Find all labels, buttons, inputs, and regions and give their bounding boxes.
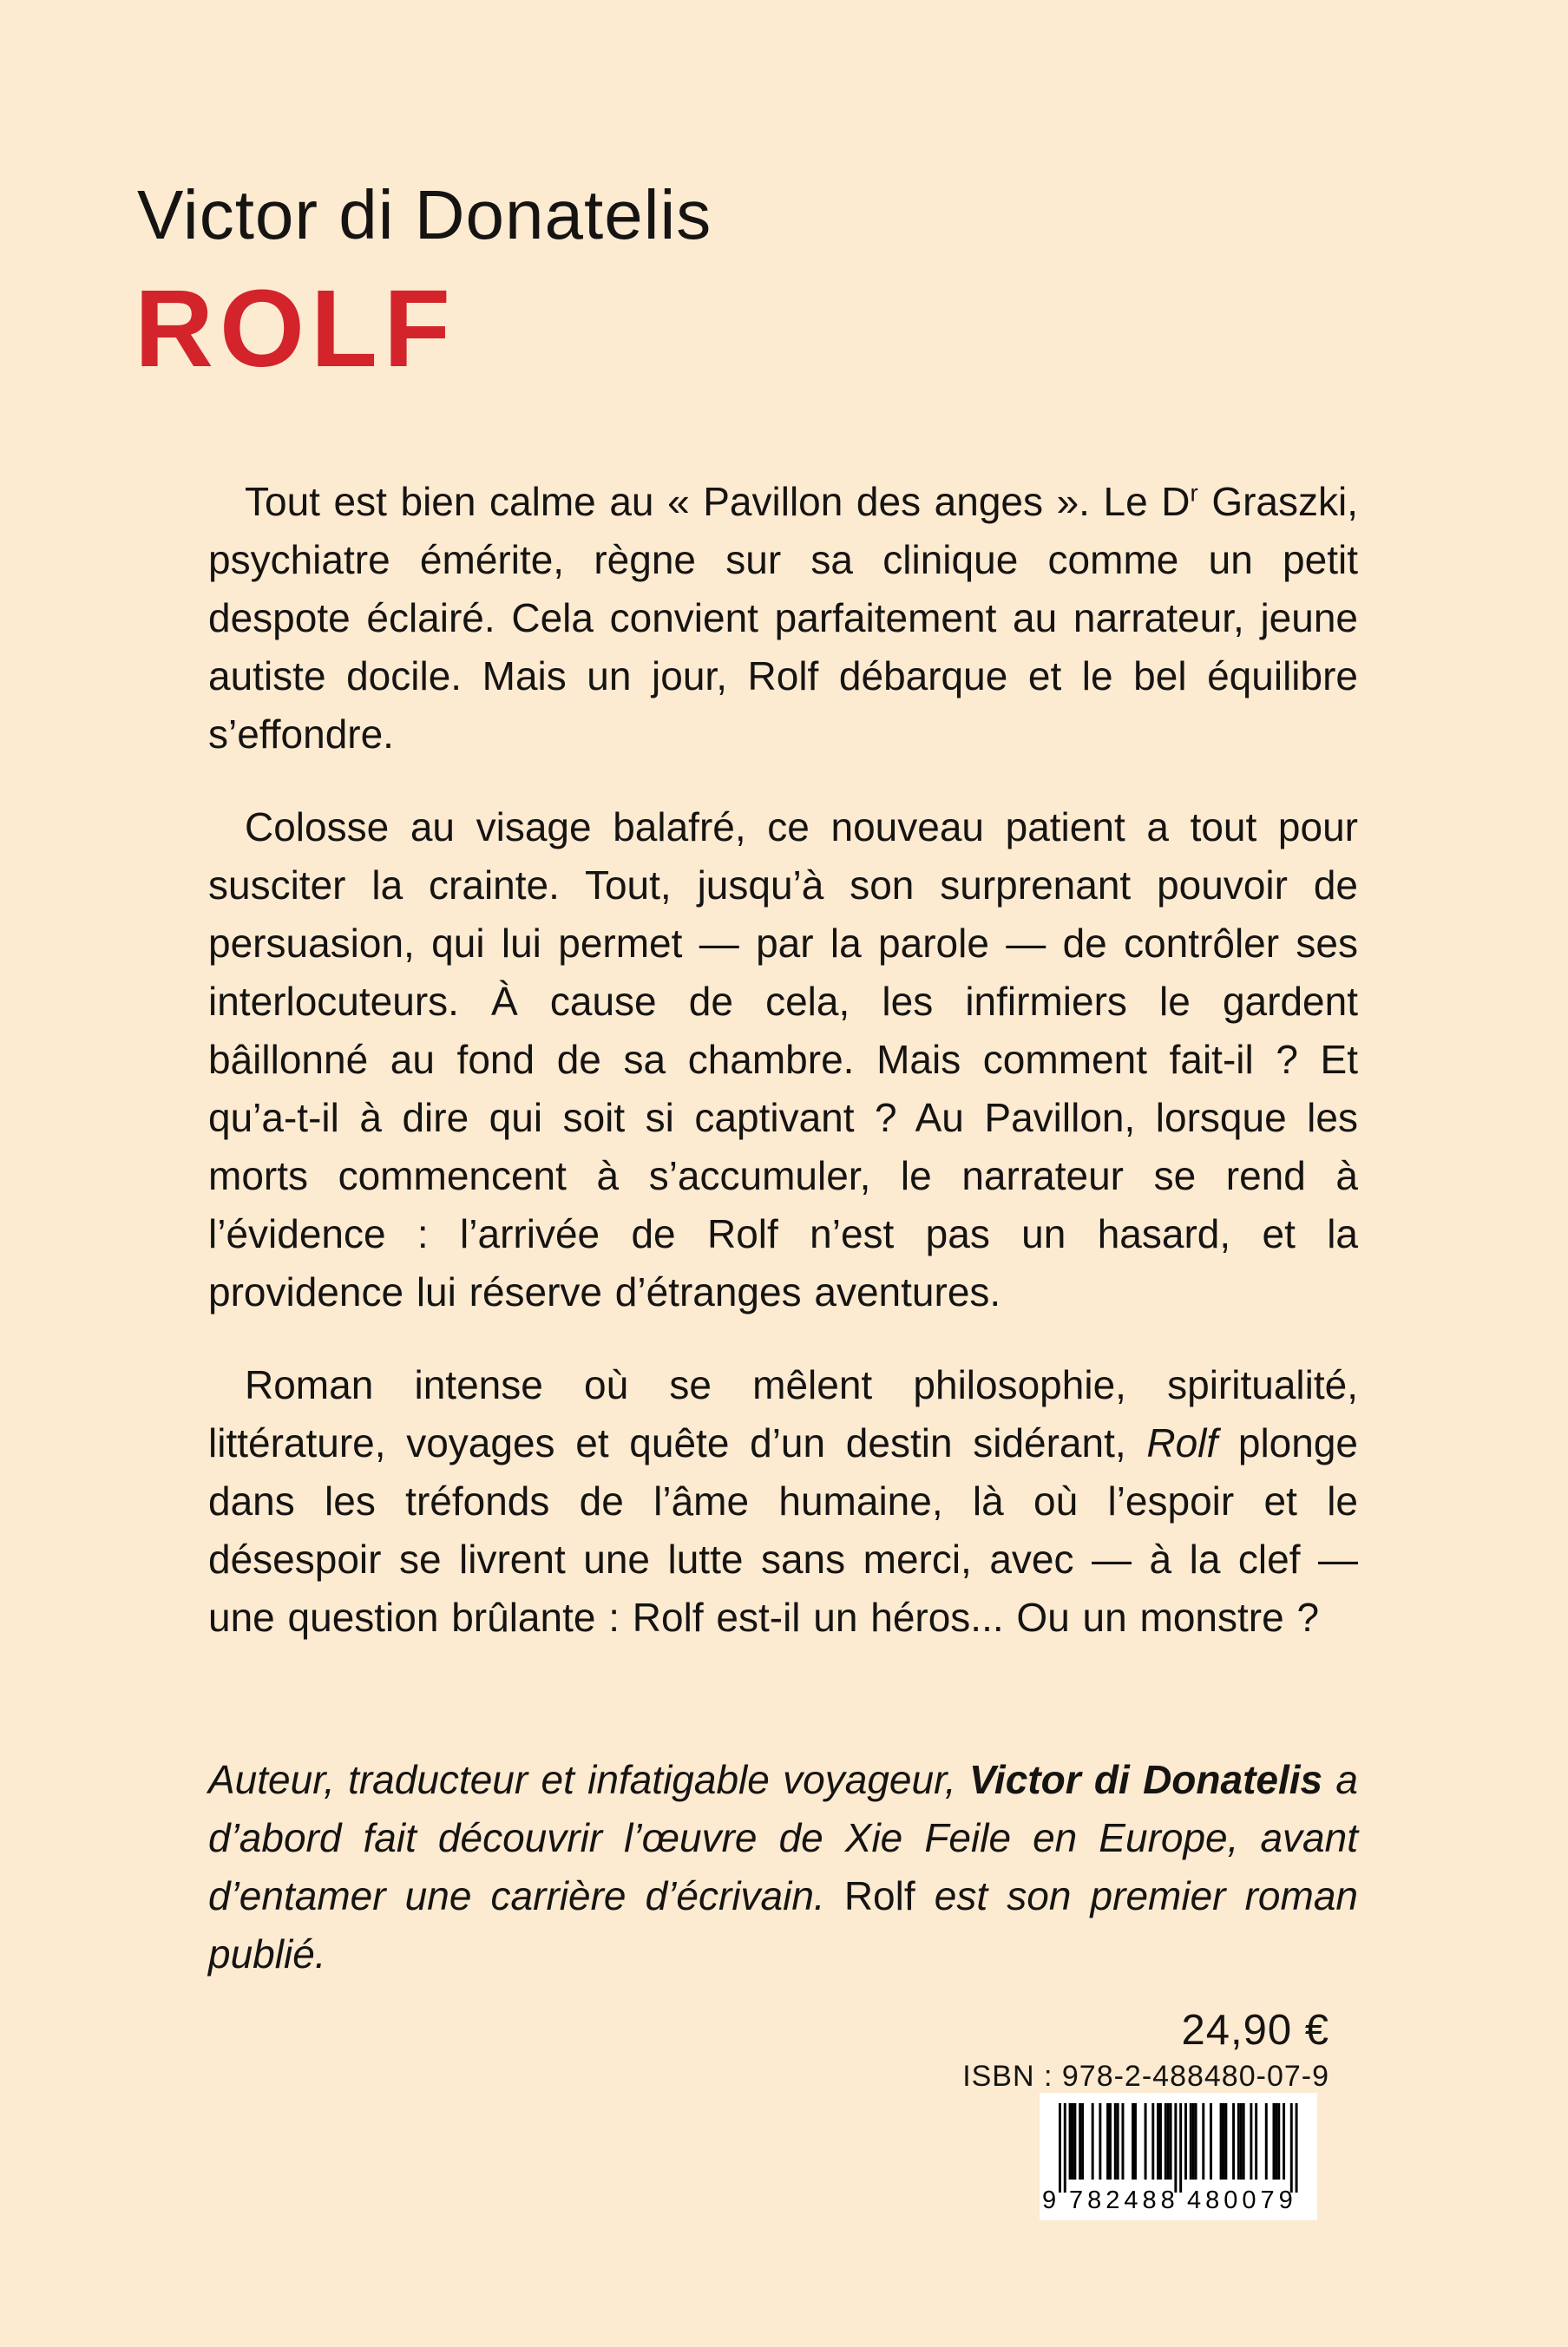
text-segment: r [1190, 479, 1198, 507]
text-segment: Colosse au visage balafré, ce nouveau patient a tout pour susciter la crainte. Tout, jusqu’à son surprenant pouvoir de persuasion, qui lui permet — par la parole — de contrôler ses interlocuteurs. À cause de cela, les infirmiers le gardent bâillonné au fond de sa chambre. Mais comment fait-il ? Et qu’a-t-il à dire qui soit si captivant ? Au Pavillon, lorsque les morts commencent à s’accumuler, le narrateur se rend à l’évidence : l’arrivée de Rolf n’est pas un hasard, et la providence lui réserve d’étranges aventures. [208, 804, 1358, 1314]
barcode [1040, 2093, 1317, 2220]
text-segment: a d’abord fait découvrir l’œuvre de Xie Feile en Europe, avant d’entamer une carrière d’écrivain. [208, 1757, 1359, 1918]
text-segment: Roman intense où se mêlent philosophie, spiritualité, littérature, voyages et quête d’un destin sidérant, [208, 1362, 1358, 1465]
author-name: Victor di Donatelis [137, 176, 712, 253]
text-segment: Graszki, psychiatre émérite, règne sur sa clinique comme un petit despote éclairé. Cela convient parfaitement au narrateur, jeune autiste docile. Mais un jour, Rolf débarque et le bel équilibre s’effondre. [208, 479, 1359, 757]
text-segment: est son premier roman publié. [208, 1873, 1358, 1977]
isbn: ISBN : 978-2-488480-07-9 [962, 2060, 1329, 2093]
text-segment: Tout est bien calme au « Pavillon des anges ». Le D [245, 479, 1191, 524]
author-bio [208, 1751, 1358, 1983]
book-title: ROLF [134, 267, 456, 390]
synopsis-paragraph-2 [208, 798, 1358, 1321]
text-segment: Auteur, traducteur et infatigable voyageur, [208, 1757, 969, 1802]
price: 24,90 € [1181, 2007, 1329, 2054]
barcode-digit-group: 480079 [1187, 2186, 1297, 2214]
barcode-digits [1040, 2093, 1317, 2220]
synopsis-block [208, 473, 1358, 2018]
synopsis-paragraph-1 [208, 473, 1358, 764]
text-segment: Victor di Donatelis [968, 1757, 1323, 1802]
barcode-digit-group: 9 [1042, 2186, 1057, 2214]
text-segment: Rolf [1146, 1420, 1218, 1465]
synopsis-paragraph-3 [208, 1356, 1358, 1647]
text-segment: plonge dans les tréfonds de l’âme humaine, là où l’espoir et le désespoir se livrent une lutte sans merci, avec — à la clef — une question brûlante : Rolf est-il un héros... Ou un monstre ? [208, 1420, 1359, 1640]
barcode-digit-group: 782488 [1069, 2186, 1179, 2214]
text-segment: Rolf [843, 1873, 915, 1918]
